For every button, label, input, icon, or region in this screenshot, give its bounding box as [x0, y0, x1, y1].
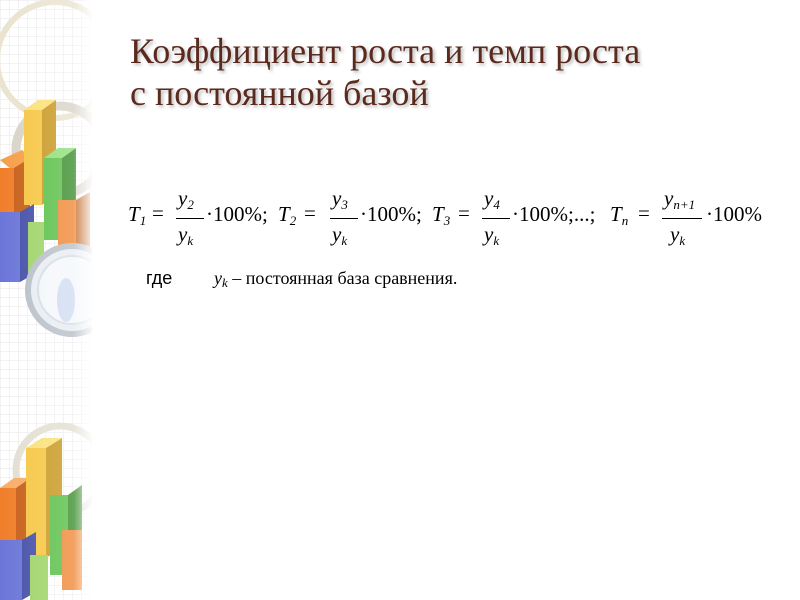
- formula-tail-3: ·100%;...;: [512, 202, 596, 226]
- fraction-bar-3: [482, 218, 510, 219]
- decorative-bar-chart-graphic: [0, 0, 92, 600]
- formula-numerator-2: $y_3$: [332, 186, 348, 212]
- fraction-bar-1: [176, 218, 204, 219]
- formula-denominator-2: $y_k$: [332, 222, 348, 248]
- growth-rate-formula: [128, 184, 788, 254]
- formula-equals-1: =: [152, 201, 164, 225]
- formula-tail-4: ·100%: [706, 202, 762, 226]
- slide-title: [130, 30, 640, 114]
- formula-tail-1: ·100%;: [206, 202, 268, 226]
- formula-lhs-t3: $T_3$: [432, 202, 451, 228]
- formula-numerator-4: $y_{n+1}$: [664, 186, 696, 212]
- formula-tail-2: ·100%;: [360, 202, 422, 226]
- note-prefix: где: [146, 268, 173, 288]
- formula-equals-3: =: [458, 201, 470, 225]
- formula-numerator-3: $y_4$: [484, 186, 500, 212]
- note-definition: $y_k$ – постоянная база сравнения.: [214, 268, 458, 290]
- formula-lhs-t2: $T_2$: [278, 202, 297, 228]
- formula-lhs-t1: $T_1$: [128, 202, 147, 228]
- fraction-bar-2: [330, 218, 358, 219]
- slide-title-line-1: Коэффициент роста и темп роста: [130, 31, 641, 71]
- formula-denominator-4: $y_k$: [670, 222, 686, 248]
- formula-numerator-1: $y_2$: [178, 186, 194, 212]
- fraction-bar-4: [662, 218, 702, 219]
- formula-denominator-3: $y_k$: [484, 222, 500, 248]
- formula-lhs-tn: $T_n$: [610, 202, 629, 228]
- slide-title-line-2: с постоянной базой: [130, 73, 429, 114]
- formula-equals-4: =: [638, 201, 650, 225]
- formula-note: [146, 266, 786, 292]
- formula-denominator-1: $y_k$: [178, 222, 194, 248]
- formula-equals-2: =: [304, 201, 316, 225]
